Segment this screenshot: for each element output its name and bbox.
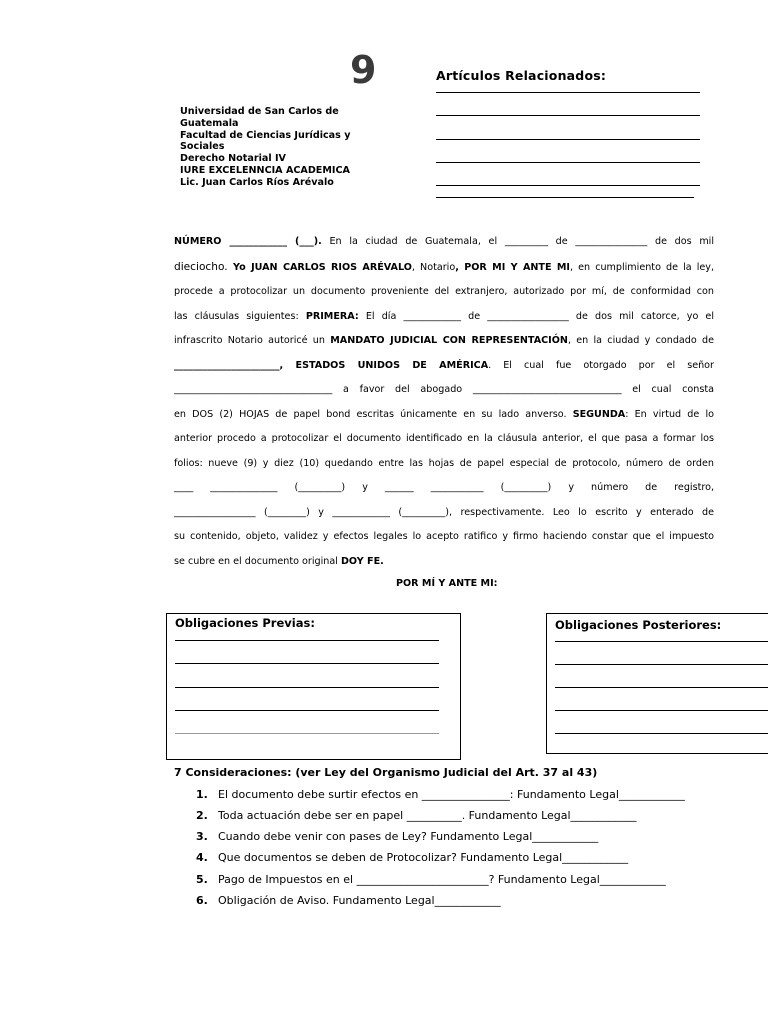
body-text-span: dieciocho. [174,260,234,273]
university-line: Derecho Notarial IV [180,153,286,165]
list-text: El documento debe surtir efectos en ________________: Fundamento Legal____________ [218,788,685,801]
body-text-span: las cláusulas siguientes: [174,310,306,322]
body-line: _________________ (________) y ____________ (_________), respectivamente. Leo lo escrito y enterado de [174,506,714,518]
page-number: 9 [350,48,377,92]
body-line [174,230,714,255]
list-text: Cuando debe venir con pases de Ley? Fundamento Legal____________ [218,830,599,843]
por-mi-heading: POR MÍ Y ANTE MI: [396,578,498,589]
body-line: anterior procedo a protocolizar el documento identificado en la cláusula anterior, el que pasa a formar los [174,433,714,444]
list-text: Toda actuación debe ser en papel __________. Fundamento Legal____________ [218,809,637,822]
body-line [174,305,714,330]
obligation-line [175,640,439,641]
segunda-label: SEGUNDA [572,408,626,420]
list-text: Que documentos se deben de Protocolizar? Fundamento Legal____________ [218,851,629,864]
body-line [174,255,714,281]
articles-title: Artículos Relacionados: [436,68,607,83]
article-line [436,92,700,93]
numero-field: NÚMERO ____________ (___). [174,236,322,247]
obligaciones-previas-box [166,613,461,760]
obligaciones-posteriores-box [546,613,768,754]
university-block [180,106,380,189]
body-line [174,329,714,354]
body-line [174,403,714,428]
obligation-line [555,687,768,688]
article-line [436,185,700,186]
obligation-line [555,733,768,734]
consideraciones-title: 7 Consideraciones: (ver Ley del Organismo Judicial del Art. 37 al 43) [174,766,598,779]
mandato-label: MANDATO JUDICIAL CON REPRESENTACIÓN [330,335,568,346]
notary-name: Yo JUAN CARLOS RIOS ARÉVALO [233,261,412,273]
obligation-line [175,733,439,734]
university-line: Lic. Juan Carlos Ríos Arévalo [180,176,334,188]
body-line: procede a protocolizar un documento proveniente del extranjero, autorizado por mí, de conformidad con [174,286,714,297]
list-number: 2. [196,809,208,822]
university-line: Facultad de Ciencias Jurídicas y [180,129,351,141]
body-text-span: . El cual fue otorgado por el señor [488,359,714,371]
body-text-span: En la ciudad de Guatemala, el _________ de _______________ de dos mil [321,236,714,247]
obligation-line [175,710,439,711]
article-line [436,197,694,198]
doy-fe-label: DOY FE. [340,555,384,567]
article-line [436,115,700,116]
primera-label: PRIMERA: [305,310,359,322]
article-line [436,139,700,140]
obligaciones-posteriores-title: Obligaciones Posteriores: [555,618,722,632]
body-text-span: infrascrito Notario autoricé un [174,335,331,346]
list-number: 5. [196,873,208,886]
body-text-span: , Notario [411,261,456,273]
body-line [174,354,714,379]
por-mi-inline: , POR MI Y ANTE MI [455,261,570,273]
body-text-span: , en la ciudad y condado de [567,335,714,346]
obligation-line [555,641,768,642]
body-line [174,550,714,575]
body-line: su contenido, objeto, validez y efectos legales lo acepto ratifico y firmo haciendo constar que el impuesto [174,531,714,542]
body-text-span: se cubre en el documento original [174,555,341,567]
list-text: Obligación de Aviso. Fundamento Legal____________ [218,894,501,907]
obligaciones-previas-title: Obligaciones Previas: [175,616,315,630]
list-number: 6. [196,894,208,907]
university-line: Universidad de San Carlos de [180,106,339,117]
list-number: 4. [196,851,208,864]
obligation-line [555,710,768,711]
body-text-span: , en cumplimiento de la ley, [570,261,714,273]
document-body [174,230,714,574]
body-text-span: : En virtud de lo [625,408,714,420]
list-number: 1. [196,788,208,801]
university-line: Guatemala [180,117,239,129]
body-text-span: El día ____________ de _________________ de dos mil catorce, yo el [358,310,715,322]
list-number: 3. [196,830,208,843]
article-line [436,162,700,163]
body-line: _________________________________ a favor del abogado _______________________________ el cual consta [174,384,714,395]
body-line: ____ ______________ (_________) y ______ ___________ (_________) y número de registro, [174,482,714,493]
university-line: IURE EXCELENNCIA ACADEMICA [180,164,350,176]
body-text-span: en DOS (2) HOJAS de papel bond escritas únicamente en su lado anverso. [174,408,573,420]
obligation-line [175,663,439,664]
list-text: Pago de Impuestos en el ________________________? Fundamento Legal____________ [218,873,666,886]
university-line: Sociales [180,141,225,153]
obligation-line [175,687,439,688]
body-line: folios: nueve (9) y diez (10) quedando entre las hojas de papel especial de protocolo, número de orden [174,457,714,469]
country-label: ESTADOS UNIDOS DE AMÉRICA [295,359,489,371]
city-blank: ______________________, [174,359,296,371]
obligation-line [555,664,768,665]
